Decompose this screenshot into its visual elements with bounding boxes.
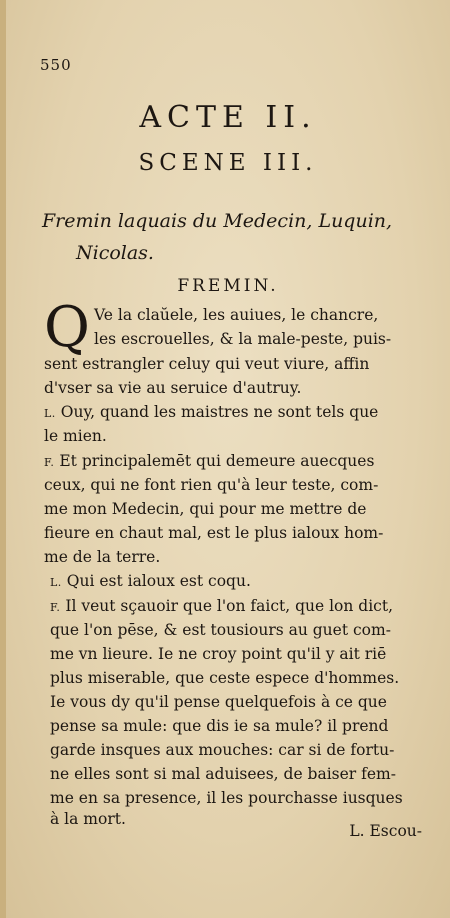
text-line: me mon Medecin, qui pour me mettre de bbox=[44, 500, 367, 518]
text-line: me en sa presence, il les pourchasse iusques bbox=[50, 789, 403, 807]
scene-title: SCENE III. bbox=[138, 150, 318, 176]
text-line: que l'on pēse, & est tousiours au guet com- bbox=[50, 621, 391, 639]
text-line: sent estrangler celuy qui veut viure, affin bbox=[44, 355, 370, 373]
act-title: ACTE II. bbox=[139, 100, 317, 135]
dialogue-line bbox=[44, 450, 374, 474]
text-line: me vn lieure. Ie ne croy point qu'il y ait riē bbox=[50, 645, 387, 663]
cast-list-line-2: Nicolas. bbox=[76, 242, 154, 264]
text-line: pense sa mule: que dis ie sa mule? il prend bbox=[50, 717, 389, 735]
text-line: me de la terre. bbox=[44, 548, 161, 566]
text-line: garde insques aux mouches: car si de fortu- bbox=[50, 741, 395, 759]
line-text: Il veut sçauoir que l'on faict, que lon dict, bbox=[65, 597, 394, 615]
catchword: L. Escou- bbox=[349, 822, 422, 840]
text-line: Ve la claŭele, les auiues, le chancre, bbox=[94, 306, 379, 324]
speaker-mark: L. bbox=[50, 576, 62, 589]
speaker-mark: F. bbox=[44, 456, 55, 469]
dialogue-line bbox=[50, 595, 393, 619]
text-line: plus miserable, que ceste espece d'hommes. bbox=[50, 669, 400, 687]
cast-list-line-1: Fremin laquais du Medecin, Luquin, bbox=[42, 210, 393, 232]
text-line: le mien. bbox=[44, 427, 107, 445]
line-text: Ouy, quand les maistres ne sont tels que bbox=[60, 403, 379, 421]
speaker-mark: L. bbox=[44, 407, 56, 420]
speaker-mark: F. bbox=[50, 601, 61, 614]
page-number: 550 bbox=[40, 56, 72, 74]
text-line: fieure en chaut mal, est le plus ialoux hom- bbox=[44, 524, 384, 542]
text-line: Ie vous dy qu'il pense quelquefois à ce que bbox=[50, 693, 387, 711]
speaker-heading: FREMIN. bbox=[177, 276, 279, 296]
dialogue-line bbox=[44, 401, 378, 425]
drop-cap: Q bbox=[44, 295, 90, 360]
text-line: à la mort. bbox=[50, 810, 126, 828]
text-line: d'vser sa vie au seruice d'autruy. bbox=[44, 379, 302, 397]
line-text: Qui est ialoux est coqu. bbox=[66, 572, 251, 590]
text-line: les escrouelles, & la male-peste, puis- bbox=[94, 330, 392, 348]
text-line: ne elles sont si mal aduisees, de baiser fem- bbox=[50, 765, 396, 783]
text-line: ceux, qui ne font rien qu'à leur teste, com- bbox=[44, 476, 379, 494]
dialogue-line bbox=[50, 570, 251, 594]
line-text: Et principalemēt qui demeure auecques bbox=[59, 452, 375, 470]
